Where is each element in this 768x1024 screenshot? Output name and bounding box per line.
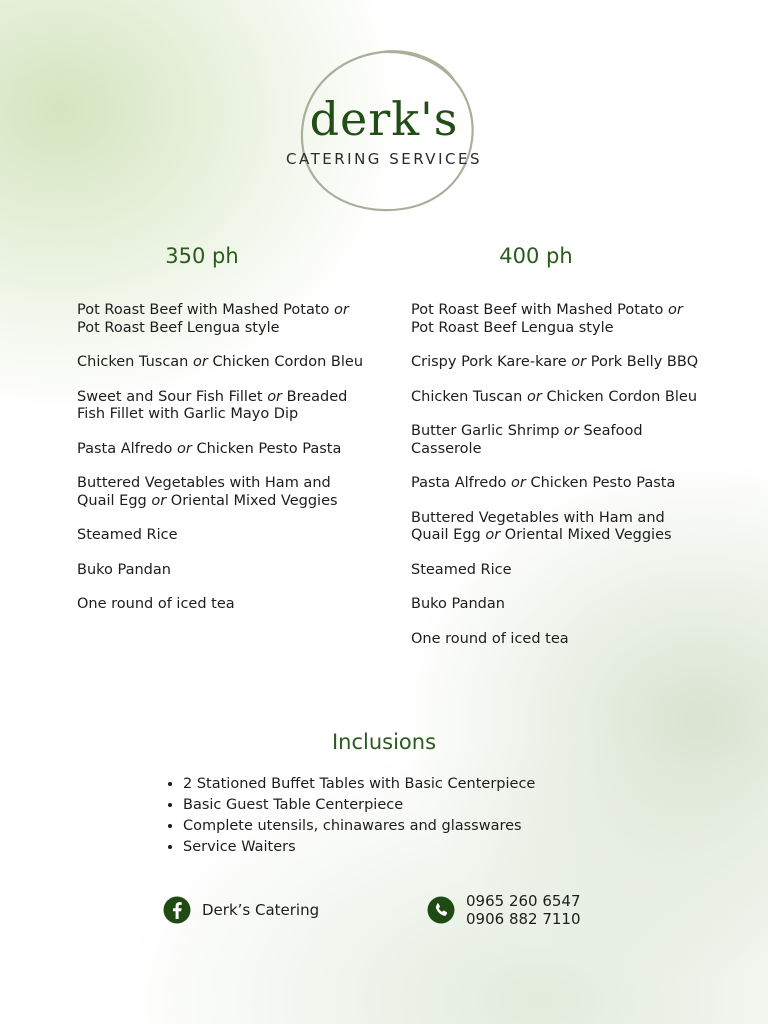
or-separator: or (151, 492, 167, 509)
menu-item (77, 596, 367, 614)
dish-name: Buko Pandan (411, 596, 505, 612)
menu-item (411, 510, 701, 545)
dish-name: One round of iced tea (77, 596, 235, 612)
menu-item (411, 631, 701, 649)
menu-items (411, 302, 701, 648)
menu-item (411, 596, 701, 614)
menu-400 (411, 244, 701, 665)
dish-name: Oriental Mixed Veggies (504, 527, 672, 543)
inclusions-list (164, 774, 535, 858)
menu-item (77, 562, 367, 580)
menu-item (77, 475, 367, 510)
menu-title: 350 ph (165, 244, 239, 268)
or-separator: or (485, 527, 501, 543)
dish-name: Pasta Alfredo (77, 440, 173, 457)
list-item: • Basic Guest Table Centerpiece (183, 795, 535, 816)
menu-item (411, 423, 701, 458)
dish-name: Pot Roast Beef Lengua style (77, 319, 280, 336)
menu-item (411, 475, 701, 493)
dish-name: Buttered Vegetables with Ham and Quail Egg (77, 475, 331, 509)
dish-name: Chicken Pesto Pasta (196, 440, 342, 457)
dish-name: Chicken Tuscan (77, 354, 189, 370)
dish-name: Pasta Alfredo (411, 475, 507, 491)
or-separator: or (267, 388, 283, 405)
dish-name: Pork Belly BBQ (590, 354, 699, 370)
dish-name: Oriental Mixed Veggies (170, 492, 338, 509)
or-separator: or (571, 354, 587, 370)
brand-tagline: CATERING SERVICES (286, 150, 482, 168)
menu-350 (77, 244, 367, 631)
facebook-page-name: Derk’s Catering (202, 901, 320, 919)
or-separator: or (334, 302, 349, 318)
dish-name: Sweet and Sour Fish Fillet (77, 388, 263, 405)
phone-contact[interactable] (427, 892, 581, 928)
menu-item (411, 562, 701, 580)
or-separator: or (192, 354, 208, 370)
menu-item (77, 441, 367, 459)
phone-number[interactable]: 0965 260 6547 (466, 892, 581, 910)
list-item: • 2 Stationed Buffet Tables with Basic Centerpiece (183, 774, 535, 795)
dish-name: Pot Roast Beef Lengua style (411, 319, 614, 336)
menu-item (411, 302, 701, 337)
dish-name: Chicken Cordon Bleu (546, 388, 698, 405)
menu-item (77, 302, 367, 337)
dish-name: Buttered Vegetables with Ham and Quail Egg (411, 509, 665, 543)
dish-name: Crispy Pork Kare-kare (411, 354, 567, 370)
dish-name: Breaded Fish Fillet with Garlic Mayo Dip (77, 388, 348, 422)
dish-name: Butter Garlic Shrimp (411, 423, 560, 439)
logo (264, 40, 504, 220)
inclusions-title: Inclusions (331, 730, 437, 754)
dish-name: One round of iced tea (411, 630, 569, 647)
phone-numbers (466, 892, 581, 928)
facebook-contact[interactable] (163, 896, 319, 924)
dish-name: Pot Roast Beef with Mashed Potato (411, 302, 664, 318)
dish-name: Chicken Pesto Pasta (530, 475, 676, 491)
or-separator: or (177, 440, 192, 457)
dish-name: Steamed Rice (411, 561, 512, 578)
phone-icon (427, 896, 455, 924)
menu-item (411, 389, 701, 407)
menu-title: 400 ph (499, 244, 573, 268)
menu-items (77, 302, 367, 614)
list-item: • Complete utensils, chinawares and glasswares (183, 816, 535, 837)
dish-name: Steamed Rice (77, 527, 178, 543)
or-separator: or (526, 388, 542, 405)
dish-name: Buko Pandan (77, 561, 171, 578)
facebook-icon (163, 896, 191, 924)
dish-name: Seafood Casserole (411, 423, 643, 457)
dish-name: Chicken Cordon Bleu (212, 354, 364, 370)
dish-name: Chicken Tuscan (411, 388, 523, 405)
list-item: • Service Waiters (183, 837, 535, 858)
or-separator: or (564, 423, 579, 439)
brand-name: derk's (309, 92, 459, 146)
phone-number[interactable]: 0906 882 7110 (466, 910, 581, 928)
menu-item (77, 527, 367, 545)
or-separator: or (511, 475, 526, 491)
dish-name: Pot Roast Beef with Mashed Potato (77, 302, 330, 318)
menu-item (77, 389, 367, 424)
menu-item (411, 354, 701, 372)
menu-item (77, 354, 367, 372)
or-separator: or (668, 302, 683, 318)
